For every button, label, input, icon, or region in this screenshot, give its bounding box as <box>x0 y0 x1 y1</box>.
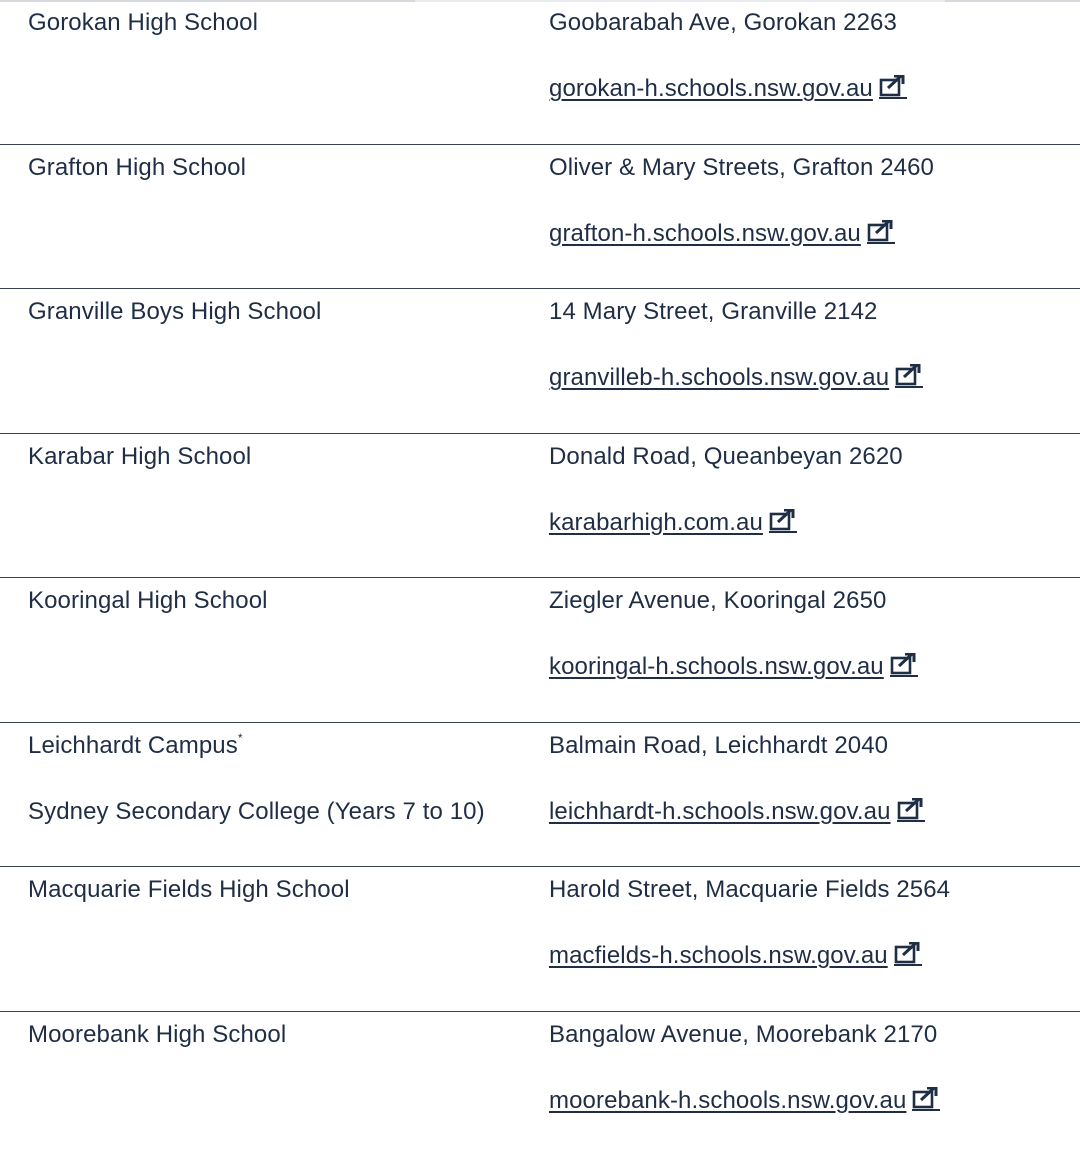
school-website-line <box>549 509 1069 537</box>
school-website-link[interactable]: macfields-h.schools.nsw.gov.au <box>549 942 888 969</box>
external-link-icon[interactable] <box>879 75 907 99</box>
school-website-link[interactable]: karabarhigh.com.au <box>549 508 763 536</box>
school-name-secondary: Sydney Secondary College (Years 7 to 10) <box>28 797 485 825</box>
school-name-cell <box>28 154 528 182</box>
school-name-cell <box>28 732 528 826</box>
school-address: Bangalow Avenue, Moorebank 2170 <box>549 1020 938 1048</box>
school-website-line <box>549 798 1069 826</box>
table-row <box>0 578 1080 723</box>
table-row <box>0 434 1080 579</box>
table-row <box>0 723 1080 868</box>
school-name: Kooringal High School <box>28 587 268 614</box>
school-website-line <box>549 75 1069 103</box>
external-link-icon[interactable] <box>769 509 797 533</box>
school-address: Oliver & Mary Streets, Grafton 2460 <box>549 153 934 181</box>
school-name: Grafton High School <box>28 153 247 181</box>
school-address: 14 Mary Street, Granville 2142 <box>549 298 878 325</box>
school-website-link[interactable]: leichhardt-h.schools.nsw.gov.au <box>549 797 891 825</box>
external-link-icon[interactable] <box>867 220 895 244</box>
school-name: Leichhardt Campus <box>28 731 238 759</box>
school-name-cell <box>28 876 528 904</box>
school-contact-cell <box>549 1021 1069 1115</box>
school-website-line <box>549 942 1069 970</box>
school-address: Harold Street, Macquarie Fields 2564 <box>549 876 951 903</box>
school-name: Granville Boys High School <box>28 298 322 325</box>
table-row <box>0 289 1080 434</box>
school-contact-cell <box>549 732 1069 826</box>
school-website-line <box>549 653 1069 681</box>
external-link-icon[interactable] <box>897 798 925 822</box>
external-link-icon[interactable] <box>894 942 922 966</box>
school-contact-cell <box>549 9 1069 103</box>
school-website-line <box>549 364 1069 392</box>
table-row <box>0 145 1080 290</box>
external-link-icon[interactable] <box>890 653 918 677</box>
school-name-cell <box>28 9 528 37</box>
school-name-line <box>28 732 528 760</box>
school-name-cell <box>28 587 528 615</box>
school-contact-cell <box>549 876 1069 970</box>
footnote-marker: * <box>237 730 243 745</box>
school-name-cell <box>28 298 528 326</box>
school-name: Moorebank High School <box>28 1020 287 1048</box>
school-website-link[interactable]: gorokan-h.schools.nsw.gov.au <box>549 75 873 102</box>
school-address: Ziegler Avenue, Kooringal 2650 <box>549 587 887 614</box>
table-row <box>0 1012 1080 1152</box>
external-link-icon[interactable] <box>895 364 923 388</box>
school-name: Karabar High School <box>28 442 252 470</box>
school-name-cell <box>28 443 528 471</box>
school-website-link[interactable]: grafton-h.schools.nsw.gov.au <box>549 219 861 247</box>
school-name-cell <box>28 1021 528 1049</box>
school-address: Donald Road, Queanbeyan 2620 <box>549 442 903 470</box>
table-row <box>0 0 1080 145</box>
school-website-line <box>549 1087 1069 1115</box>
school-website-link[interactable]: moorebank-h.schools.nsw.gov.au <box>549 1086 907 1114</box>
school-website-link[interactable]: kooringal-h.schools.nsw.gov.au <box>549 653 884 680</box>
table-row <box>0 867 1080 1012</box>
external-link-icon[interactable] <box>912 1087 940 1111</box>
school-address: Balmain Road, Leichhardt 2040 <box>549 731 889 759</box>
school-name: Gorokan High School <box>28 9 259 36</box>
school-website-line <box>549 220 1069 248</box>
school-contact-cell <box>549 587 1069 681</box>
school-contact-cell <box>549 154 1069 248</box>
school-contact-cell <box>549 443 1069 537</box>
school-contact-cell <box>549 298 1069 392</box>
school-address: Goobarabah Ave, Gorokan 2263 <box>549 9 897 36</box>
school-website-link[interactable]: granvilleb-h.schools.nsw.gov.au <box>549 364 890 391</box>
school-name: Macquarie Fields High School <box>28 876 350 903</box>
